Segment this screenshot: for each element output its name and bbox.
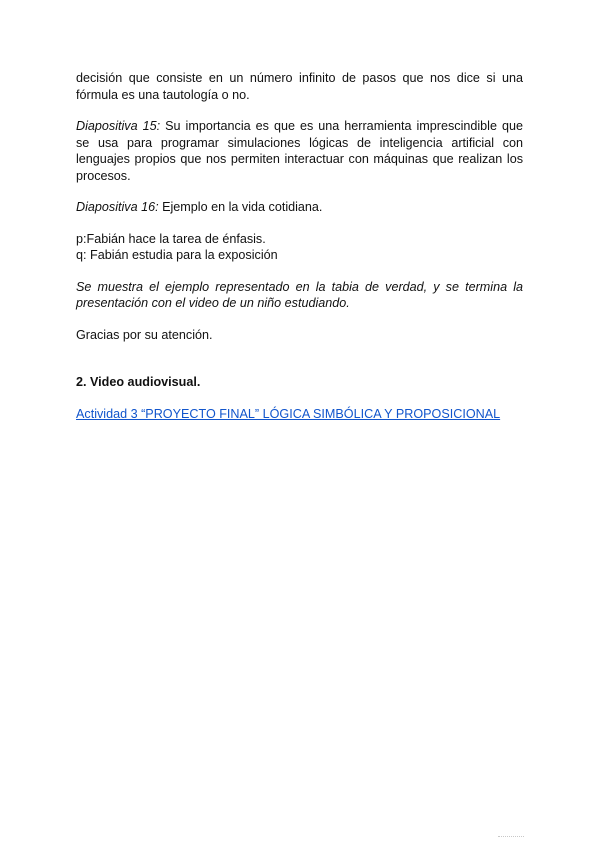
slide-16-text: Ejemplo en la vida cotidiana.: [158, 200, 323, 214]
paragraph-slide-15: [76, 118, 523, 184]
footer-page-mark: [498, 836, 524, 841]
document-body: [76, 70, 523, 422]
paragraph-slide-16: [76, 199, 523, 216]
section-heading-video: 2. Video audiovisual.: [76, 375, 201, 389]
paragraph-truth-table-note: Se muestra el ejemplo representado en la tabia de verdad, y se termina la presentación con el video de un niño estudiando.: [76, 279, 523, 310]
proposition-q: q: Fabián estudia para la exposición: [76, 248, 278, 262]
paragraph-decision: decisión que consiste en un número infinito de pasos que nos dice si una fórmula es una tautología o no.: [76, 71, 523, 102]
proposition-p: p:Fabián hace la tarea de énfasis.: [76, 231, 266, 246]
video-link[interactable]: Actividad 3 “PROYECTO FINAL” LÓGICA SIMBÓLICA Y PROPOSICIONAL: [76, 406, 501, 421]
slide-16-label: Diapositiva 16:: [76, 200, 159, 214]
paragraph-thanks: Gracias por su atención.: [76, 327, 213, 342]
slide-15-text: Su importancia es que es una herramienta imprescindible que se usa para programar simulaciones lógicas de inteligencia artificial con lenguajes propios que nos permiten interactuar con máquinas que realizan los procesos.: [76, 119, 524, 183]
proposition-list: [76, 231, 523, 264]
slide-15-label: Diapositiva 15:: [76, 119, 161, 133]
